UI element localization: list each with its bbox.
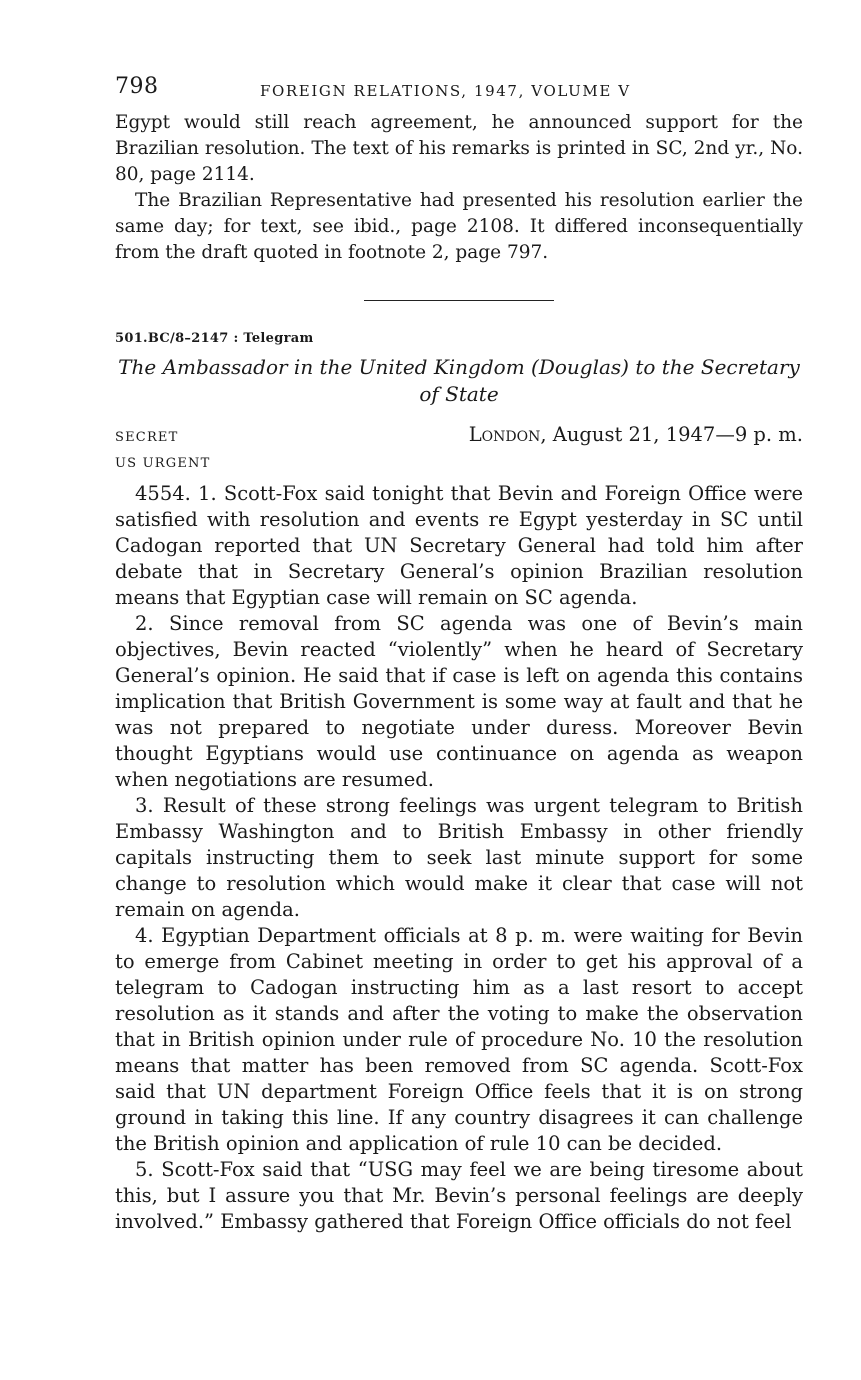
file-number: 501.BC/8–2147 : Telegram — [115, 331, 314, 346]
telegram-paragraph: 4. Egyptian Department officials at 8 p. m. were waiting for Bevin to emerge from Cabinet meeting in order to get his approval of a telegram to Cadogan instructing him as a last resort to accept resolution as it stands and after the voting to make the observation that in British opinion under rule of procedure No. 10 the resolution means that matter has been removed from SC agenda. Scott-Fox said that UN department Foreign Office feels that it is on strong ground in taking this line. If any country disagrees it can challenge the British opinion and application of rule 10 can be decided. — [115, 924, 803, 1155]
telegram-paragraph: 4554. 1. Scott-Fox said tonight that Bevin and Foreign Office were satisfied with resolution and events re Egypt yesterday in SC until Cadogan reported that UN Secretary General had told him after debate that in Secretary General’s opinion Brazilian resolution means that Egyptian case will remain on SC agenda. — [115, 482, 803, 609]
telegram-paragraph: 5. Scott-Fox said that “USG may feel we are being tiresome about this, but I assure you that Mr. Bevin’s personal feelings are deeply involved.” Embassy gathered that Foreign Office officials do not feel — [115, 1158, 803, 1233]
telegram-body — [115, 481, 803, 1235]
running-title: FOREIGN RELATIONS, 1947, VOLUME V — [260, 82, 631, 100]
place-name: London — [468, 423, 541, 446]
classification-row — [115, 423, 803, 451]
classification-label: SECRET — [115, 430, 179, 445]
footnote-paragraph: Egypt would still reach agreement, he announced support for the Brazilian resolution. The text of his remarks is printed in SC, 2nd yr., No. 80, page 2114. — [115, 112, 803, 185]
date-time: , August 21, 1947—9 p. m. — [540, 423, 803, 446]
precedence-label: US URGENT — [115, 456, 211, 471]
document-title: The Ambassador in the United Kingdom (Douglas) to the Secretary of State — [118, 355, 800, 406]
footnote-continuation — [115, 110, 803, 266]
place-date — [469, 423, 803, 446]
footnote-paragraph: The Brazilian Representative had presented his resolution earlier the same day; for text, see ibid., page 2108. It differed inconsequentially from the draft quoted in footnote 2, page 797. — [115, 190, 803, 263]
telegram-paragraph: 2. Since removal from SC agenda was one of Bevin’s main objectives, Bevin reacted “violently” when he heard of Secretary General’s opinion. He said that if case is left on agenda this contains implication that British Government is some way at fault and that he was not prepared to negotiate under duress. Moreover Bevin thought Egyptians would use continuance on agenda as weapon when negotiations are resumed. — [115, 612, 803, 791]
page-number: 798 — [115, 74, 159, 99]
section-divider — [364, 300, 554, 301]
document-page — [115, 74, 803, 1235]
running-head — [115, 74, 803, 110]
telegram-paragraph: 3. Result of these strong feelings was urgent telegram to British Embassy Washington and to British Embassy in other friendly capitals instructing them to seek last minute support for some change to resolution which would make it clear that case will not remain on agenda. — [115, 794, 803, 921]
